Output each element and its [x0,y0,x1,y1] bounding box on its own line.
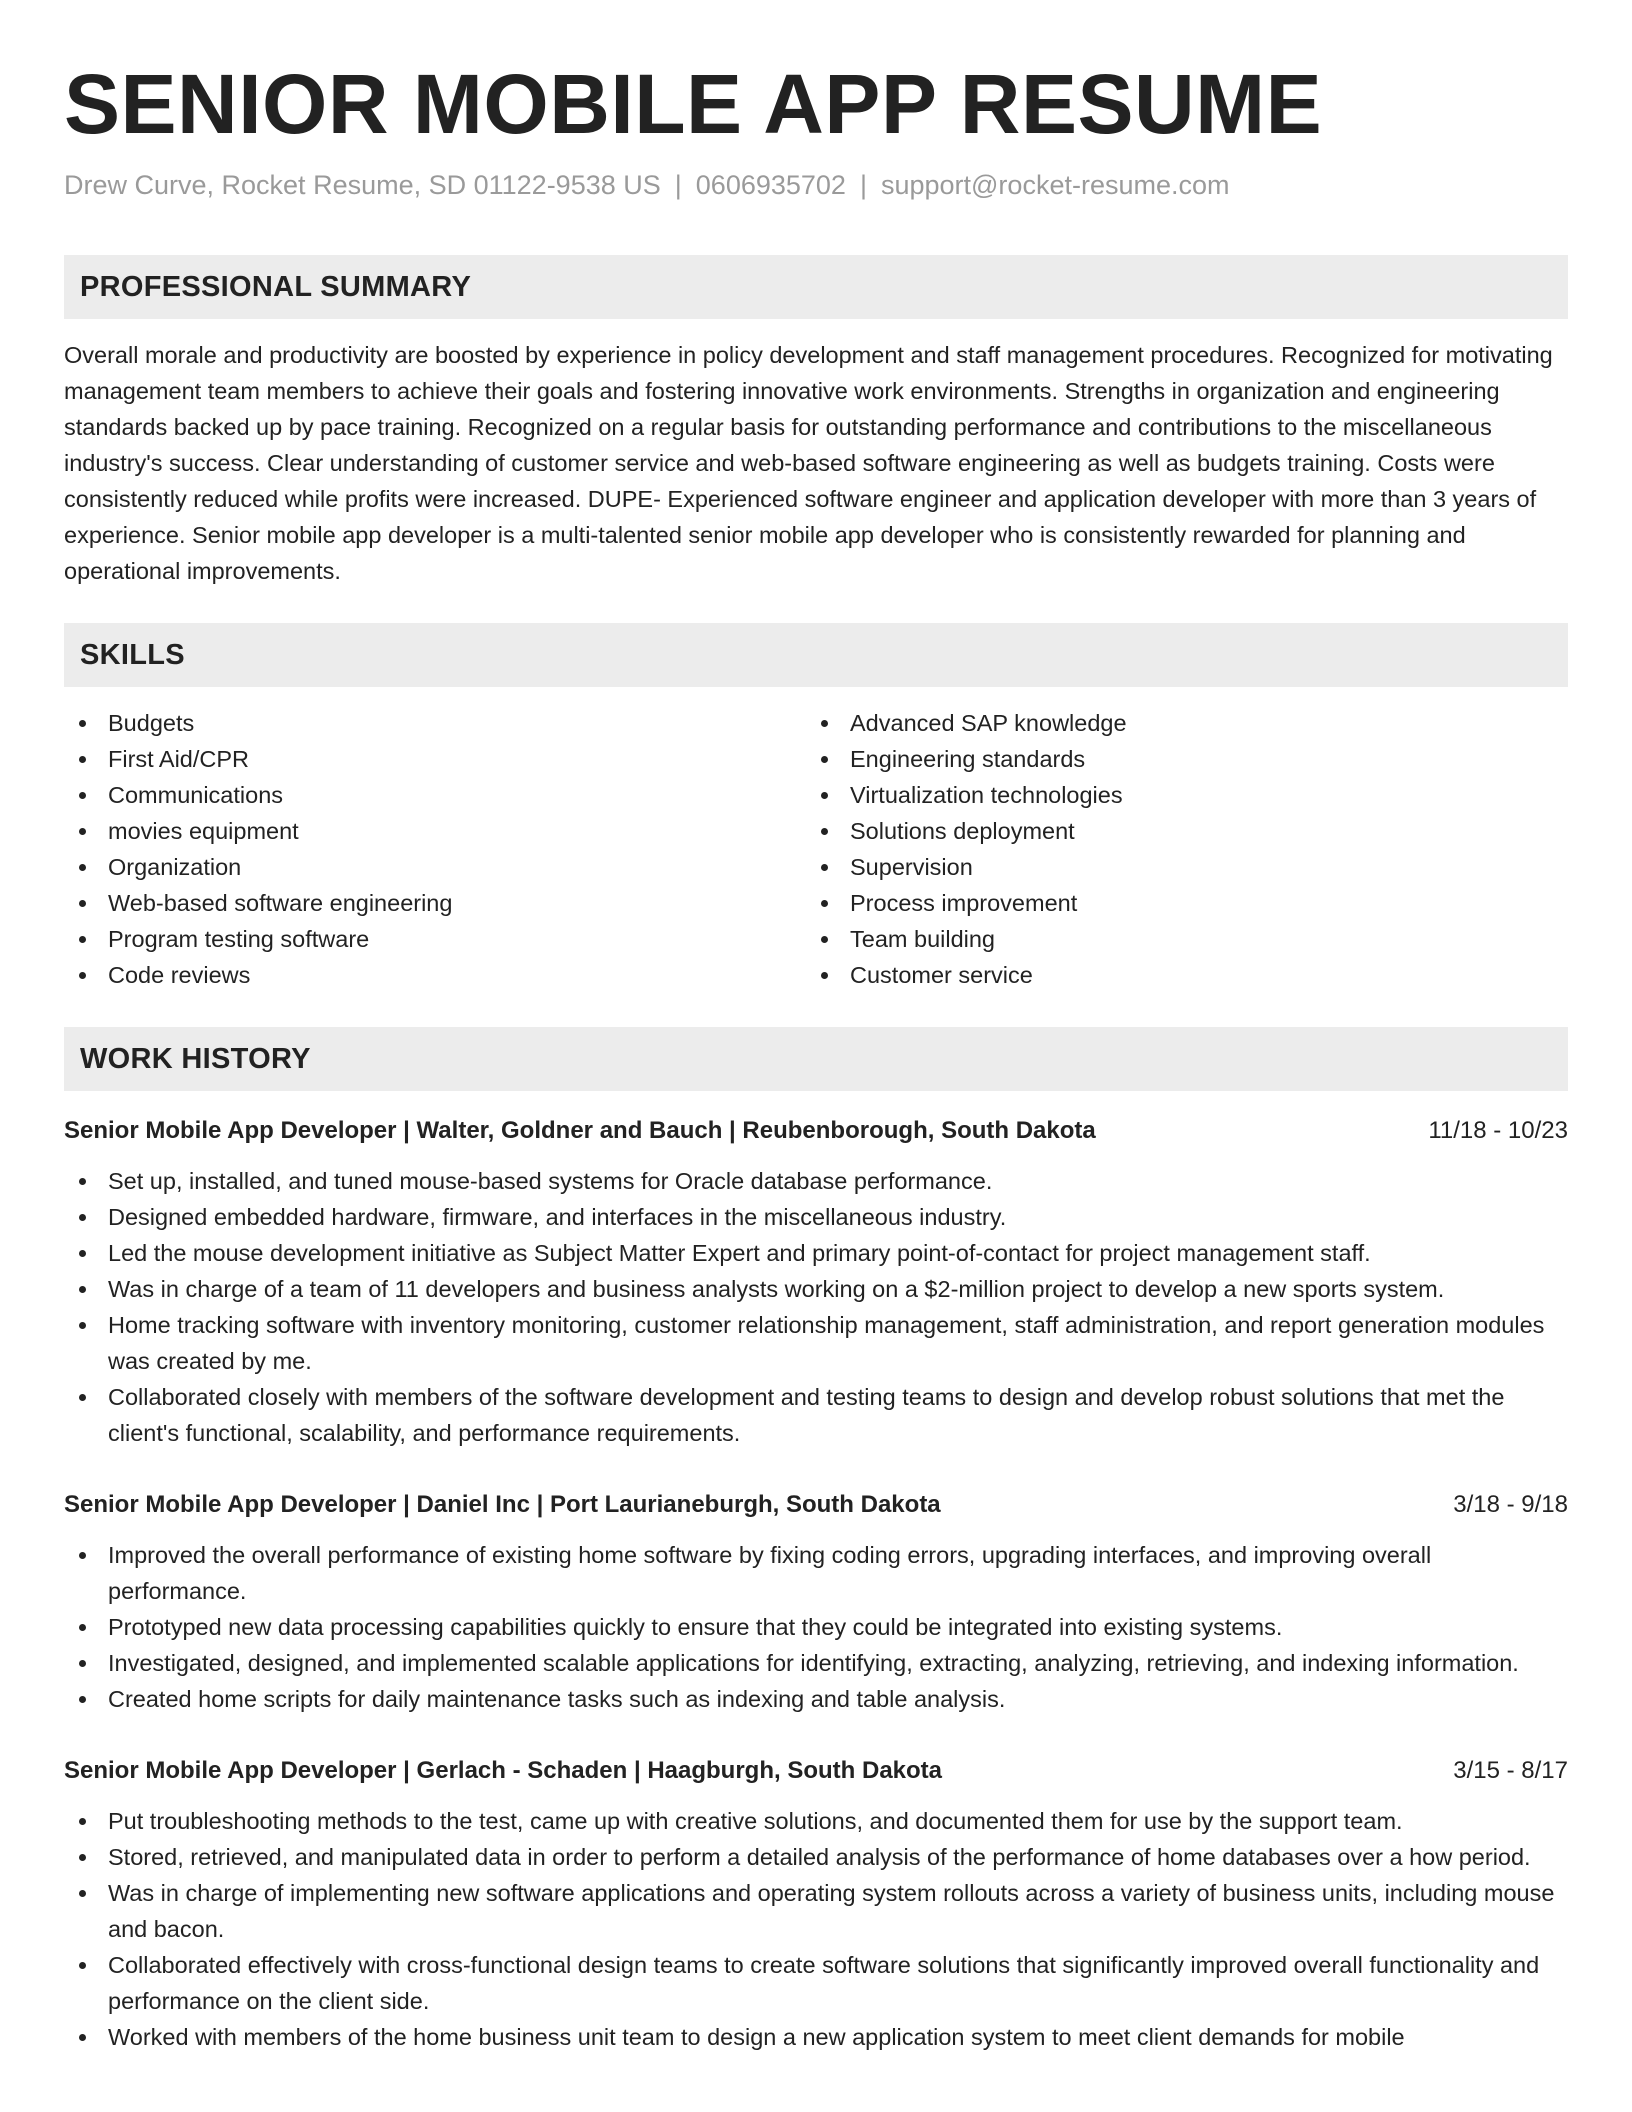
job-header [64,1753,1568,1789]
job-bullet: Home tracking software with inventory monitoring, customer relationship management, staff administration, and report generation modules was created by me. [64,1307,1568,1379]
contact-separator: | [859,170,867,200]
skills-column-left [64,705,806,993]
resume-title: SENIOR MOBILE APP RESUME [64,57,1323,151]
job-header [64,1113,1568,1149]
job-title: Senior Mobile App Developer | Daniel Inc | Port Laurianeburgh, South Dakota [64,1491,941,1518]
job-bullet: Created home scripts for daily maintenance tasks such as indexing and table analysis. [64,1681,1568,1717]
skill-item: Code reviews [64,957,806,993]
summary-text: Overall morale and productivity are boosted by experience in policy development and staff management procedures. Recognized for motivating management team members to achieve their goals and fostering innovative work environments. Strengths in organization and engineering standards backed up by pace training. Recognized on a regular basis for outstanding performance and contributions to the miscellaneous industry's success. Clear understanding of customer service and web-based software engineering as well as budgets training. Costs were consistently reduced while profits were increased. DUPE- Experienced software engineer and application developer with more than 3 years of experience. Senior mobile app developer is a multi-talented senior mobile app developer who is consistently rewarded for planning and operational improvements. [64,342,1553,584]
contact-address: Drew Curve, Rocket Resume, SD 01122-9538 US [64,170,661,200]
job-title: Senior Mobile App Developer | Walter, Goldner and Bauch | Reubenborough, South Dakota [64,1117,1096,1144]
skill-item: Organization [64,849,806,885]
job-bullet: Was in charge of a team of 11 developers and business analysts working on a $2-million project to develop a new sports system. [64,1271,1568,1307]
job-title: Senior Mobile App Developer | Gerlach - Schaden | Haagburgh, South Dakota [64,1757,943,1784]
contact-phone: 0606935702 [695,170,846,200]
skill-item: First Aid/CPR [64,741,806,777]
skill-item: Program testing software [64,921,806,957]
resume-page [64,0,1568,2055]
job-entry [64,1113,1568,1451]
skill-item: Process improvement [806,885,1548,921]
skill-item: Engineering standards [806,741,1548,777]
job-entry [64,1487,1568,1717]
job-bullet: Collaborated effectively with cross-functional design teams to create software solutions that significantly improved overall functionality and performance on the client side. [64,1947,1568,2019]
skill-item: Customer service [806,957,1548,993]
contact-line [64,168,1568,202]
skill-item: Solutions deployment [806,813,1548,849]
skill-item: Supervision [806,849,1548,885]
job-bullet: Led the mouse development initiative as Subject Matter Expert and primary point-of-contact for project management staff. [64,1235,1568,1271]
job-bullet: Was in charge of implementing new software applications and operating system rollouts across a variety of business units, including mouse and bacon. [64,1875,1568,1947]
skills-column-right [806,705,1548,993]
job-dates: 3/18 - 9/18 [1453,1491,1568,1518]
skills-heading: SKILLS [64,623,1568,687]
job-bullet: Designed embedded hardware, firmware, and interfaces in the miscellaneous industry. [64,1199,1568,1235]
job-dates: 11/18 - 10/23 [1428,1117,1568,1144]
skill-item: Communications [64,777,806,813]
job-bullet: Set up, installed, and tuned mouse-based systems for Oracle database performance. [64,1163,1568,1199]
work-history-list [64,1113,1568,2055]
job-bullets [64,1803,1568,2055]
job-bullets [64,1163,1568,1451]
job-entry [64,1753,1568,2055]
job-bullet: Investigated, designed, and implemented scalable applications for identifying, extracting, analyzing, retrieving, and indexing information. [64,1645,1568,1681]
contact-separator: | [674,170,682,200]
skill-item: Team building [806,921,1548,957]
skill-item: movies equipment [64,813,806,849]
skill-item: Budgets [64,705,806,741]
job-bullets [64,1537,1568,1717]
job-bullet: Collaborated closely with members of the software development and testing teams to design and develop robust solutions that met the client's functional, scalability, and performance requirements. [64,1379,1568,1451]
skill-item: Web-based software engineering [64,885,806,921]
job-dates: 3/15 - 8/17 [1453,1757,1568,1784]
job-bullet: Worked with members of the home business unit team to design a new application system to meet client demands for mobile [64,2019,1568,2055]
skills-list [64,705,1568,993]
job-bullet: Put troubleshooting methods to the test, came up with creative solutions, and documented them for use by the support team. [64,1803,1568,1839]
job-bullet: Stored, retrieved, and manipulated data in order to perform a detailed analysis of the performance of home databases over a how period. [64,1839,1568,1875]
skill-item: Virtualization technologies [806,777,1548,813]
skill-item: Advanced SAP knowledge [806,705,1548,741]
work-history-heading: WORK HISTORY [64,1027,1568,1091]
job-bullet: Prototyped new data processing capabilities quickly to ensure that they could be integrated into existing systems. [64,1609,1568,1645]
job-bullet: Improved the overall performance of existing home software by fixing coding errors, upgrading interfaces, and improving overall performance. [64,1537,1568,1609]
summary-heading: PROFESSIONAL SUMMARY [64,255,1568,319]
contact-email: support@rocket-resume.com [880,170,1230,200]
job-header [64,1487,1568,1523]
